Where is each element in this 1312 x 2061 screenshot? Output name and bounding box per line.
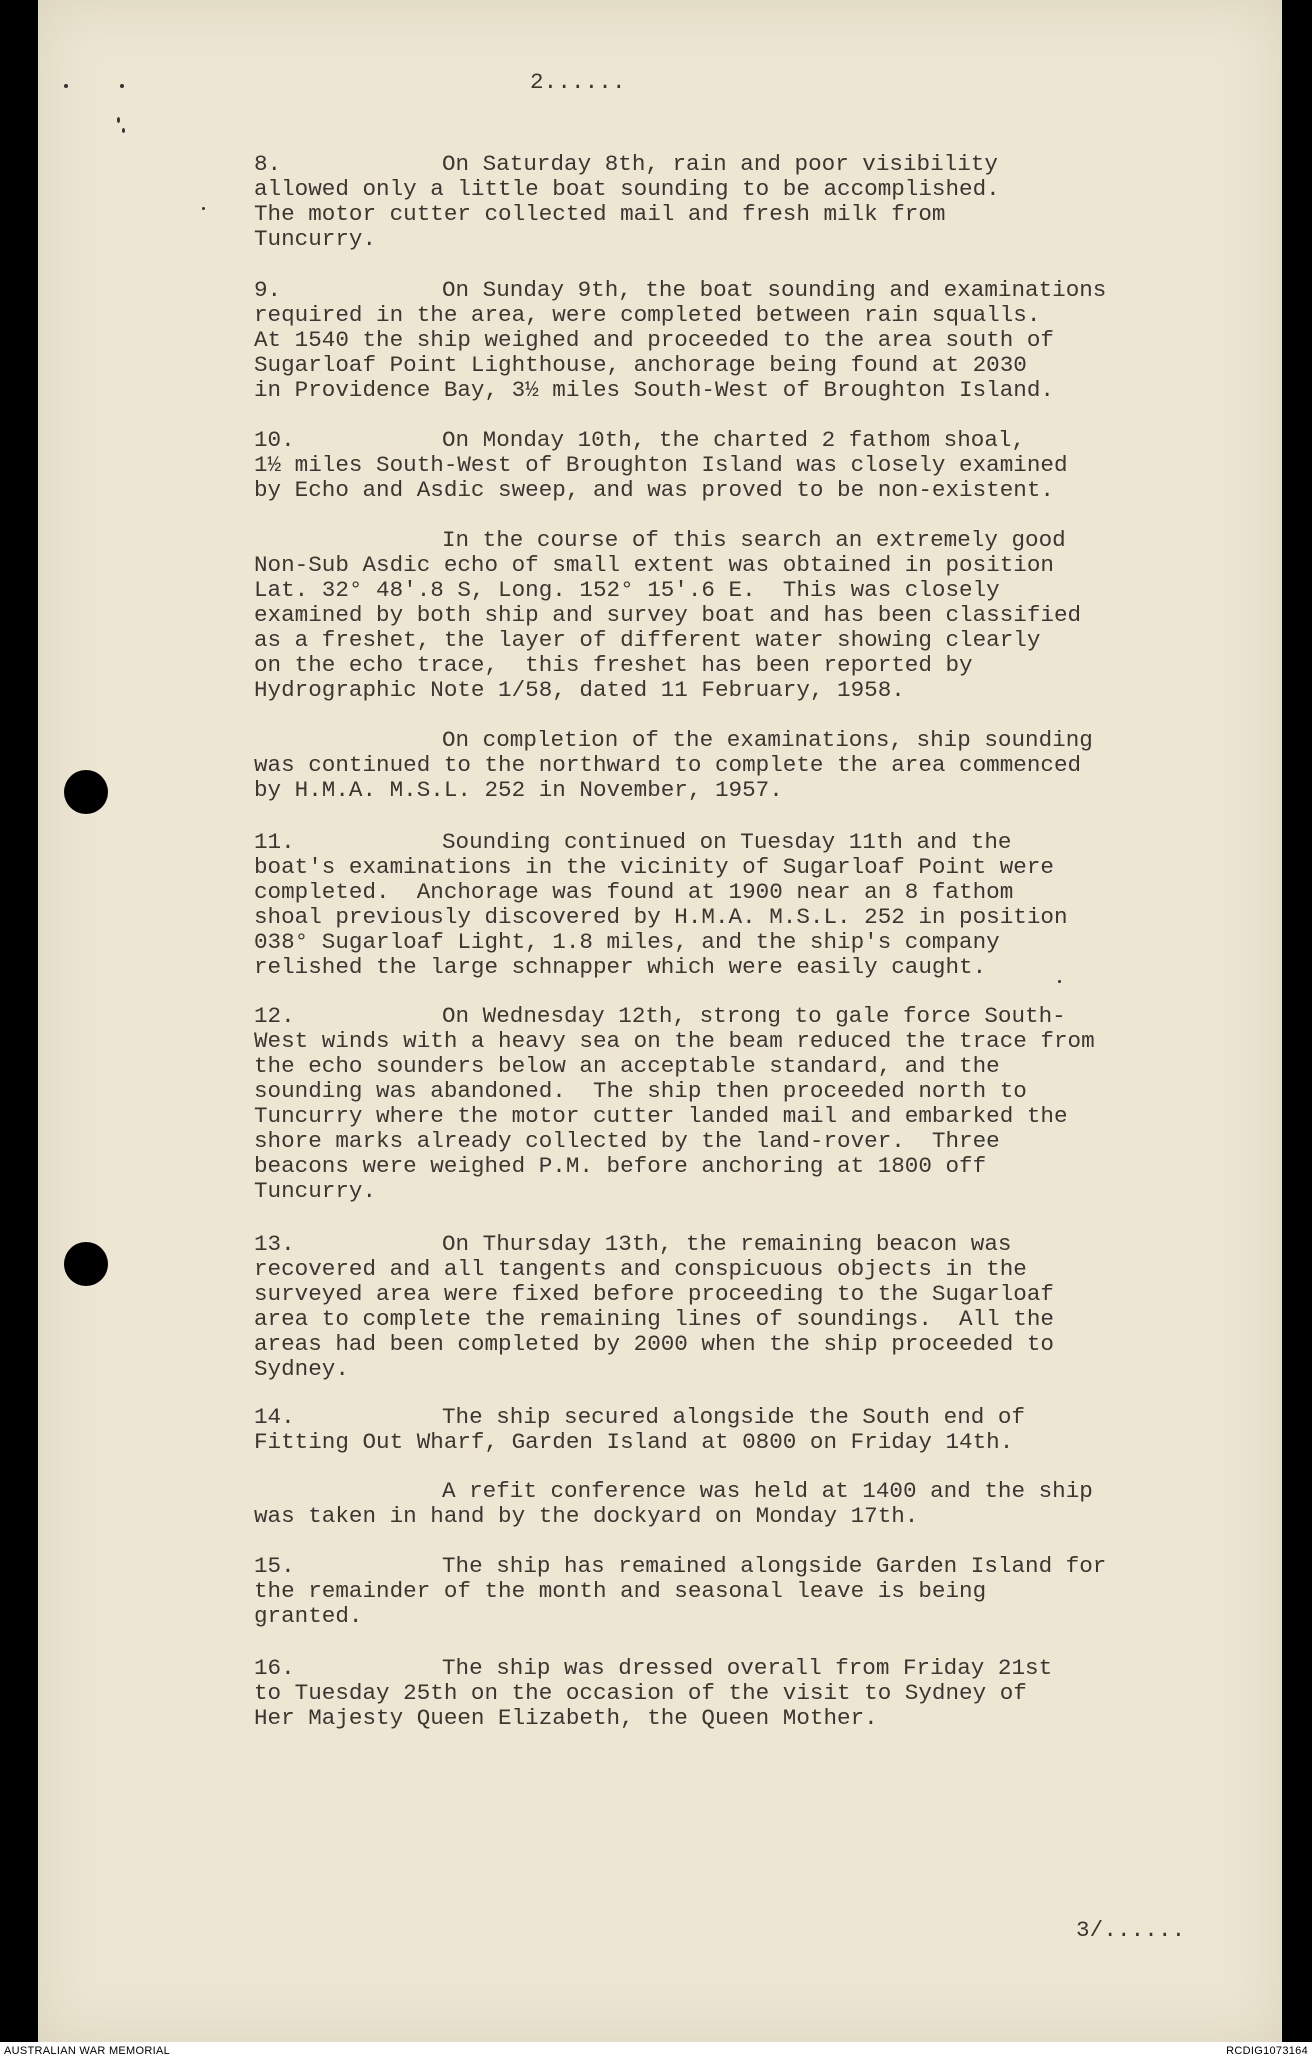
ink-speck — [202, 207, 205, 210]
paragraph-line: Tuncurry. — [254, 226, 377, 252]
paragraph-line: examined by both ship and survey boat and has been classified — [254, 602, 1082, 628]
page-header: 2...... — [530, 69, 626, 95]
paragraph-line: required in the area, were completed between rain squalls. — [254, 302, 1041, 328]
paragraph-line: 1½ miles South-West of Broughton Island was closely examined — [254, 452, 1068, 478]
paragraph-line — [254, 528, 1081, 553]
paragraph — [254, 1554, 1106, 1629]
paragraph-line: relished the large schnapper which were easily caught. — [254, 954, 987, 980]
paragraph — [254, 728, 1093, 803]
paragraph-text: On Thursday 13th, the remaining beacon was — [442, 1231, 1012, 1257]
paragraph-text: On Sunday 9th, the boat sounding and examinations — [442, 277, 1107, 303]
paragraph-number: 9. — [254, 277, 282, 303]
page-continuation: 3/...... — [1076, 1917, 1186, 1943]
paragraph-line: area to complete the remaining lines of soundings. All the — [254, 1306, 1054, 1332]
paragraph-line: as a freshet, the layer of different water showing clearly — [254, 627, 1041, 653]
paragraph-line — [254, 830, 1068, 855]
paragraph-text: On Saturday 8th, rain and poor visibility — [442, 151, 998, 177]
paragraph-line: completed. Anchorage was found at 1900 near an 8 fathom — [254, 879, 1014, 905]
paragraph-line — [254, 1405, 1025, 1430]
edge-label — [1296, 1920, 1310, 2040]
paragraph-line: Tuncurry. — [254, 1178, 377, 1204]
paragraph-line — [254, 1554, 1106, 1579]
paragraph-line: was taken in hand by the dockyard on Monday 17th. — [254, 1503, 919, 1529]
paragraph-line: sounding was abandoned. The ship then proceeded north to — [254, 1078, 1027, 1104]
paragraph — [254, 428, 1068, 503]
paragraph — [254, 1405, 1025, 1455]
paragraph-line: Non-Sub Asdic echo of small extent was obtained in position — [254, 552, 1054, 578]
paragraph — [254, 528, 1081, 703]
paragraph-text: On Monday 10th, the charted 2 fathom shoal, — [442, 427, 1026, 453]
paragraph — [254, 830, 1068, 980]
paragraph-line — [254, 428, 1068, 453]
paragraph-line — [254, 152, 1000, 177]
paragraph — [254, 1232, 1054, 1382]
footer-institution: AUSTRALIAN WAR MEMORIAL — [4, 2045, 171, 2057]
paragraph-line: Tuncurry where the motor cutter landed mail and embarked the — [254, 1103, 1068, 1129]
paragraph-number: 16. — [254, 1655, 295, 1681]
ink-speck — [120, 84, 124, 88]
paragraph-number: 15. — [254, 1553, 295, 1579]
paragraph-line: shore marks already collected by the land-rover. Three — [254, 1128, 1000, 1154]
paragraph-number: 8. — [254, 151, 282, 177]
paragraph-line: the echo sounders below an acceptable standard, and the — [254, 1053, 1000, 1079]
paragraph-line: on the echo trace, this freshet has been reported by — [254, 652, 973, 678]
punch-hole-bottom — [64, 1242, 108, 1286]
footer-bar — [0, 2042, 1312, 2061]
paragraph-number: 10. — [254, 427, 295, 453]
paragraph-line — [254, 1479, 1093, 1504]
paragraph-text: The ship was dressed overall from Friday 21st — [442, 1655, 1053, 1681]
paragraph-number: 14. — [254, 1404, 295, 1430]
paragraph-line: by H.M.A. M.S.L. 252 in November, 1957. — [254, 777, 783, 803]
paragraph-number: 13. — [254, 1231, 295, 1257]
punch-hole-top — [64, 770, 108, 814]
paragraph-text: The ship has remained alongside Garden Island for — [442, 1553, 1107, 1579]
paragraph-line: was continued to the northward to complete the area commenced — [254, 752, 1082, 778]
paragraph-line: 038° Sugarloaf Light, 1.8 miles, and the ship's company — [254, 929, 1000, 955]
paragraph-line: Hydrographic Note 1/58, dated 11 February, 1958. — [254, 677, 905, 703]
paragraph-line — [254, 728, 1093, 753]
paragraph-number: 11. — [254, 829, 295, 855]
paragraph — [254, 1656, 1052, 1731]
paragraph-line: Her Majesty Queen Elizabeth, the Queen Mother. — [254, 1705, 878, 1731]
paragraph-line: areas had been completed by 2000 when the ship proceeded to — [254, 1331, 1054, 1357]
ink-speck — [122, 128, 125, 133]
paragraph-line: granted. — [254, 1603, 363, 1629]
paragraph-line: Sydney. — [254, 1356, 349, 1382]
paragraph-line: surveyed area were fixed before proceeding to the Sugarloaf — [254, 1281, 1054, 1307]
paragraph-line: allowed only a little boat sounding to be accomplished. — [254, 176, 1000, 202]
paragraph-line: by Echo and Asdic sweep, and was proved to be non-existent. — [254, 477, 1054, 503]
paragraph-text: A refit conference was held at 1400 and the ship — [442, 1478, 1093, 1504]
paragraph-text: Sounding continued on Tuesday 11th and the — [442, 829, 1012, 855]
paragraph-line: in Providence Bay, 3½ miles South-West of Broughton Island. — [254, 377, 1054, 403]
paragraph-line: West winds with a heavy sea on the beam reduced the trace from — [254, 1028, 1095, 1054]
paragraph — [254, 1004, 1095, 1204]
paragraph — [254, 1479, 1093, 1529]
paragraph-line: the remainder of the month and seasonal leave is being — [254, 1578, 987, 1604]
paragraph-text: In the course of this search an extremely good — [442, 527, 1066, 553]
paragraph-text: On completion of the examinations, ship sounding — [442, 727, 1093, 753]
ink-speck — [64, 84, 68, 88]
paragraph-line: beacons were weighed P.M. before anchoring at 1800 off — [254, 1153, 987, 1179]
paragraph-line: Lat. 32° 48'.8 S, Long. 152° 15'.6 E. This was closely — [254, 577, 1000, 603]
paragraph-line — [254, 1004, 1095, 1029]
paragraph-line: At 1540 the ship weighed and proceeded to the area south of — [254, 327, 1054, 353]
paragraph-line: Sugarloaf Point Lighthouse, anchorage being found at 2030 — [254, 352, 1027, 378]
paragraph-line — [254, 278, 1106, 303]
paragraph-text: On Wednesday 12th, strong to gale force South- — [442, 1003, 1066, 1029]
paragraph-line: to Tuesday 25th on the occasion of the visit to Sydney of — [254, 1680, 1027, 1706]
paragraph-text: The ship secured alongside the South end of — [442, 1404, 1026, 1430]
paragraph — [254, 152, 1000, 252]
paragraph-line — [254, 1656, 1052, 1681]
paragraph-line: Fitting Out Wharf, Garden Island at 0800 on Friday 14th. — [254, 1429, 1014, 1455]
paragraph-line: shoal previously discovered by H.M.A. M.S.L. 252 in position — [254, 904, 1068, 930]
paragraph-line — [254, 1232, 1054, 1257]
ink-speck — [117, 117, 120, 123]
paragraph-line: The motor cutter collected mail and fresh milk from — [254, 201, 946, 227]
ink-speck — [1058, 980, 1061, 983]
paragraph-number: 12. — [254, 1003, 295, 1029]
paragraph — [254, 278, 1106, 403]
paragraph-line: recovered and all tangents and conspicuous objects in the — [254, 1256, 1027, 1282]
footer-record-id: RCDIG1073164 — [1226, 2045, 1308, 2057]
paragraph-line: boat's examinations in the vicinity of Sugarloaf Point were — [254, 854, 1054, 880]
